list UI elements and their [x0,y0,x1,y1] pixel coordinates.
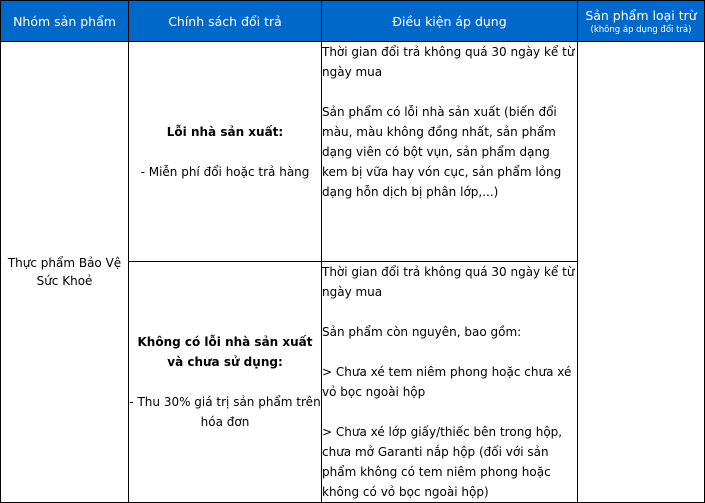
conditions-cell [322,262,578,503]
policy-title: Lỗi nhà sản xuất: [166,124,284,139]
excluded-products-cell [578,42,705,503]
header-excluded-products [578,1,705,42]
condition-item: Thời gian đổi trả không quá 30 ngày kể từ ngày mua [322,45,575,79]
policy-title: Không có lỗi nhà sản xuất và chưa sử dụng: [137,335,313,369]
condition-item: > Chưa xé tem niêm phong hoặc chưa xé vỏ bọc ngoài hộp [322,365,572,399]
table-row [1,42,705,262]
header-return-policy: Chính sách đổi trả [129,1,322,42]
product-group-cell: Thực phẩm Bảo Vệ Sức Khoẻ [1,42,129,503]
header-excluded-label: Sản phẩm loại trừ [585,7,697,23]
condition-item: Sản phẩm có lỗi nhà sản xuất (biến đổi màu, màu không đồng nhất, sản phẩm dạng viên có bột vụn, sản phẩm dạng kem bị vữa hay vón cục, sản phẩm lỏng dạng hỗn dịch bị phân lớp,...) [322,105,562,199]
condition-item: Sản phẩm còn nguyên, bao gồm: [322,325,522,339]
policy-description: - Miễn phí đổi hoặc trả hàng [140,164,310,179]
condition-item: > Chưa xé lớp giấy/thiếc bên trong hộp, chưa mở Garanti nắp hộp (đối với sản phẩm không có tem niêm phong hoặc không có vỏ bọc ngoài hộp) [322,425,563,499]
policy-description: - Thu 30% giá trị sản phẩm trên hóa đơn [129,395,321,429]
policy-cell [129,262,322,503]
header-excluded-note: (không áp dụng đổi trả) [590,24,692,35]
header-row [1,1,705,42]
conditions-cell [322,42,578,262]
header-conditions: Điều kiện áp dụng [322,1,578,42]
policy-cell [129,42,322,262]
header-product-group: Nhóm sản phẩm [1,1,129,42]
condition-item: Thời gian đổi trả không quá 30 ngày kể từ ngày mua [322,265,575,299]
